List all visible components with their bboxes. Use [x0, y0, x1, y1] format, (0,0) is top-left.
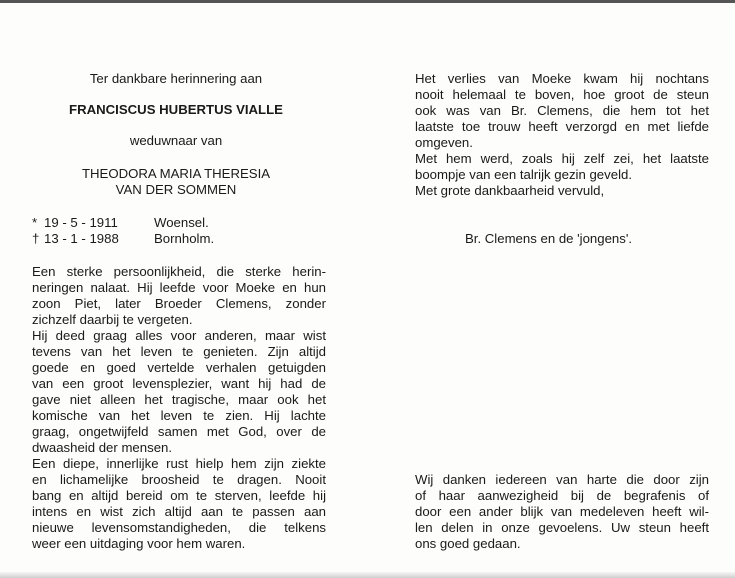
- text-line: nooit helemaal te boven, hoe groot de steun: [415, 87, 709, 102]
- deceased-name: FRANCISCUS HUBERTUS VIALLE: [69, 102, 283, 117]
- relation-line: weduwnaar van: [129, 133, 223, 148]
- text-line: weer een uitdaging voor hem waren.: [32, 536, 246, 551]
- text-line: tevens van het leven te genieten. Zijn altijd: [32, 344, 326, 359]
- text-line: Hij deed graag alles voor anderen, maar wist: [32, 328, 326, 343]
- signature: Br. Clemens en de 'jongens'.: [465, 231, 633, 246]
- text-line: van een groot levensplezier, want hij had de: [32, 376, 326, 391]
- top-edge: [0, 0, 735, 3]
- text-line: laatste toe trouw heeft verzorgd en met liefde: [415, 119, 709, 134]
- text-line: zoon Piet, later Broeder Clemens, zonder: [32, 296, 326, 311]
- text-line: neringen nalaat. Hij leefde voor Moeke en hun: [32, 280, 326, 295]
- text-line: komische van het leven te zien. Hij lachte: [32, 408, 326, 423]
- birth-place: Woensel.: [154, 215, 209, 230]
- text-line: gave niet alleen het tragische, maar ook het: [32, 392, 326, 407]
- text-line: goede en goed vertelde verhalen getuigden: [32, 360, 326, 375]
- text-line: graag, ongetwijfeld samen met God, over de: [32, 424, 326, 439]
- bottom-edge: [0, 572, 735, 578]
- thanks-line: len delen in onze gevoelens. Uw steun heeft: [415, 520, 709, 535]
- text-line: Een sterke persoonlijkheid, die sterke herin-: [32, 264, 326, 279]
- text-line: boompje van een talrijk gezin geveld.: [415, 167, 632, 182]
- text-line: en lichamelijke broosheid te dragen. Nooit: [32, 472, 326, 487]
- text-line: bang en altijd bereid om te sterven, leefde hij: [32, 488, 326, 503]
- death-symbol: †: [32, 231, 40, 246]
- death-line: [32, 231, 214, 247]
- text-line: Het verlies van Moeke kwam hij nochtans: [415, 71, 709, 86]
- spouse-name-line2: VAN DER SOMMEN: [115, 182, 237, 197]
- text-line: Een diepe, innerlijke rust hielp hem zijn ziekte: [32, 456, 326, 471]
- thanks-line: Wij danken iedereen van harte die door zijn: [415, 472, 709, 487]
- death-place: Bornholm.: [154, 231, 215, 246]
- thanks-line: door een ander blijk van medeleven heeft wil-: [415, 504, 709, 519]
- text-line: omgeven.: [415, 135, 473, 150]
- death-date: 13 - 1 - 1988: [44, 231, 119, 246]
- text-line: Met hem werd, zoals hij zelf zei, het laatste: [415, 151, 709, 166]
- birth-symbol: *: [32, 215, 38, 230]
- text-line: nieuwe levensomstandigheden, die telkens: [32, 520, 326, 535]
- text-line: Met grote dankbaarheid vervuld,: [415, 183, 605, 198]
- spouse-name-line1: THEODORA MARIA THERESIA: [81, 166, 271, 181]
- intro-line: Ter dankbare herinnering aan: [89, 71, 263, 86]
- text-line: ook was van Br. Clemens, die hem tot het: [415, 103, 709, 118]
- birth-date: 19 - 5 - 1911: [44, 215, 118, 230]
- text-line: intens en wist zich altijd aan te passen aan: [32, 504, 326, 519]
- birth-line: [32, 215, 209, 231]
- text-line: zichzelf daarbij te vergeten.: [32, 312, 193, 327]
- text-line: dwaasheid der mensen.: [32, 440, 173, 455]
- thanks-line: ons goed gedaan.: [415, 536, 521, 551]
- thanks-line: of haar aanwezigheid bij de begrafenis of: [415, 488, 709, 503]
